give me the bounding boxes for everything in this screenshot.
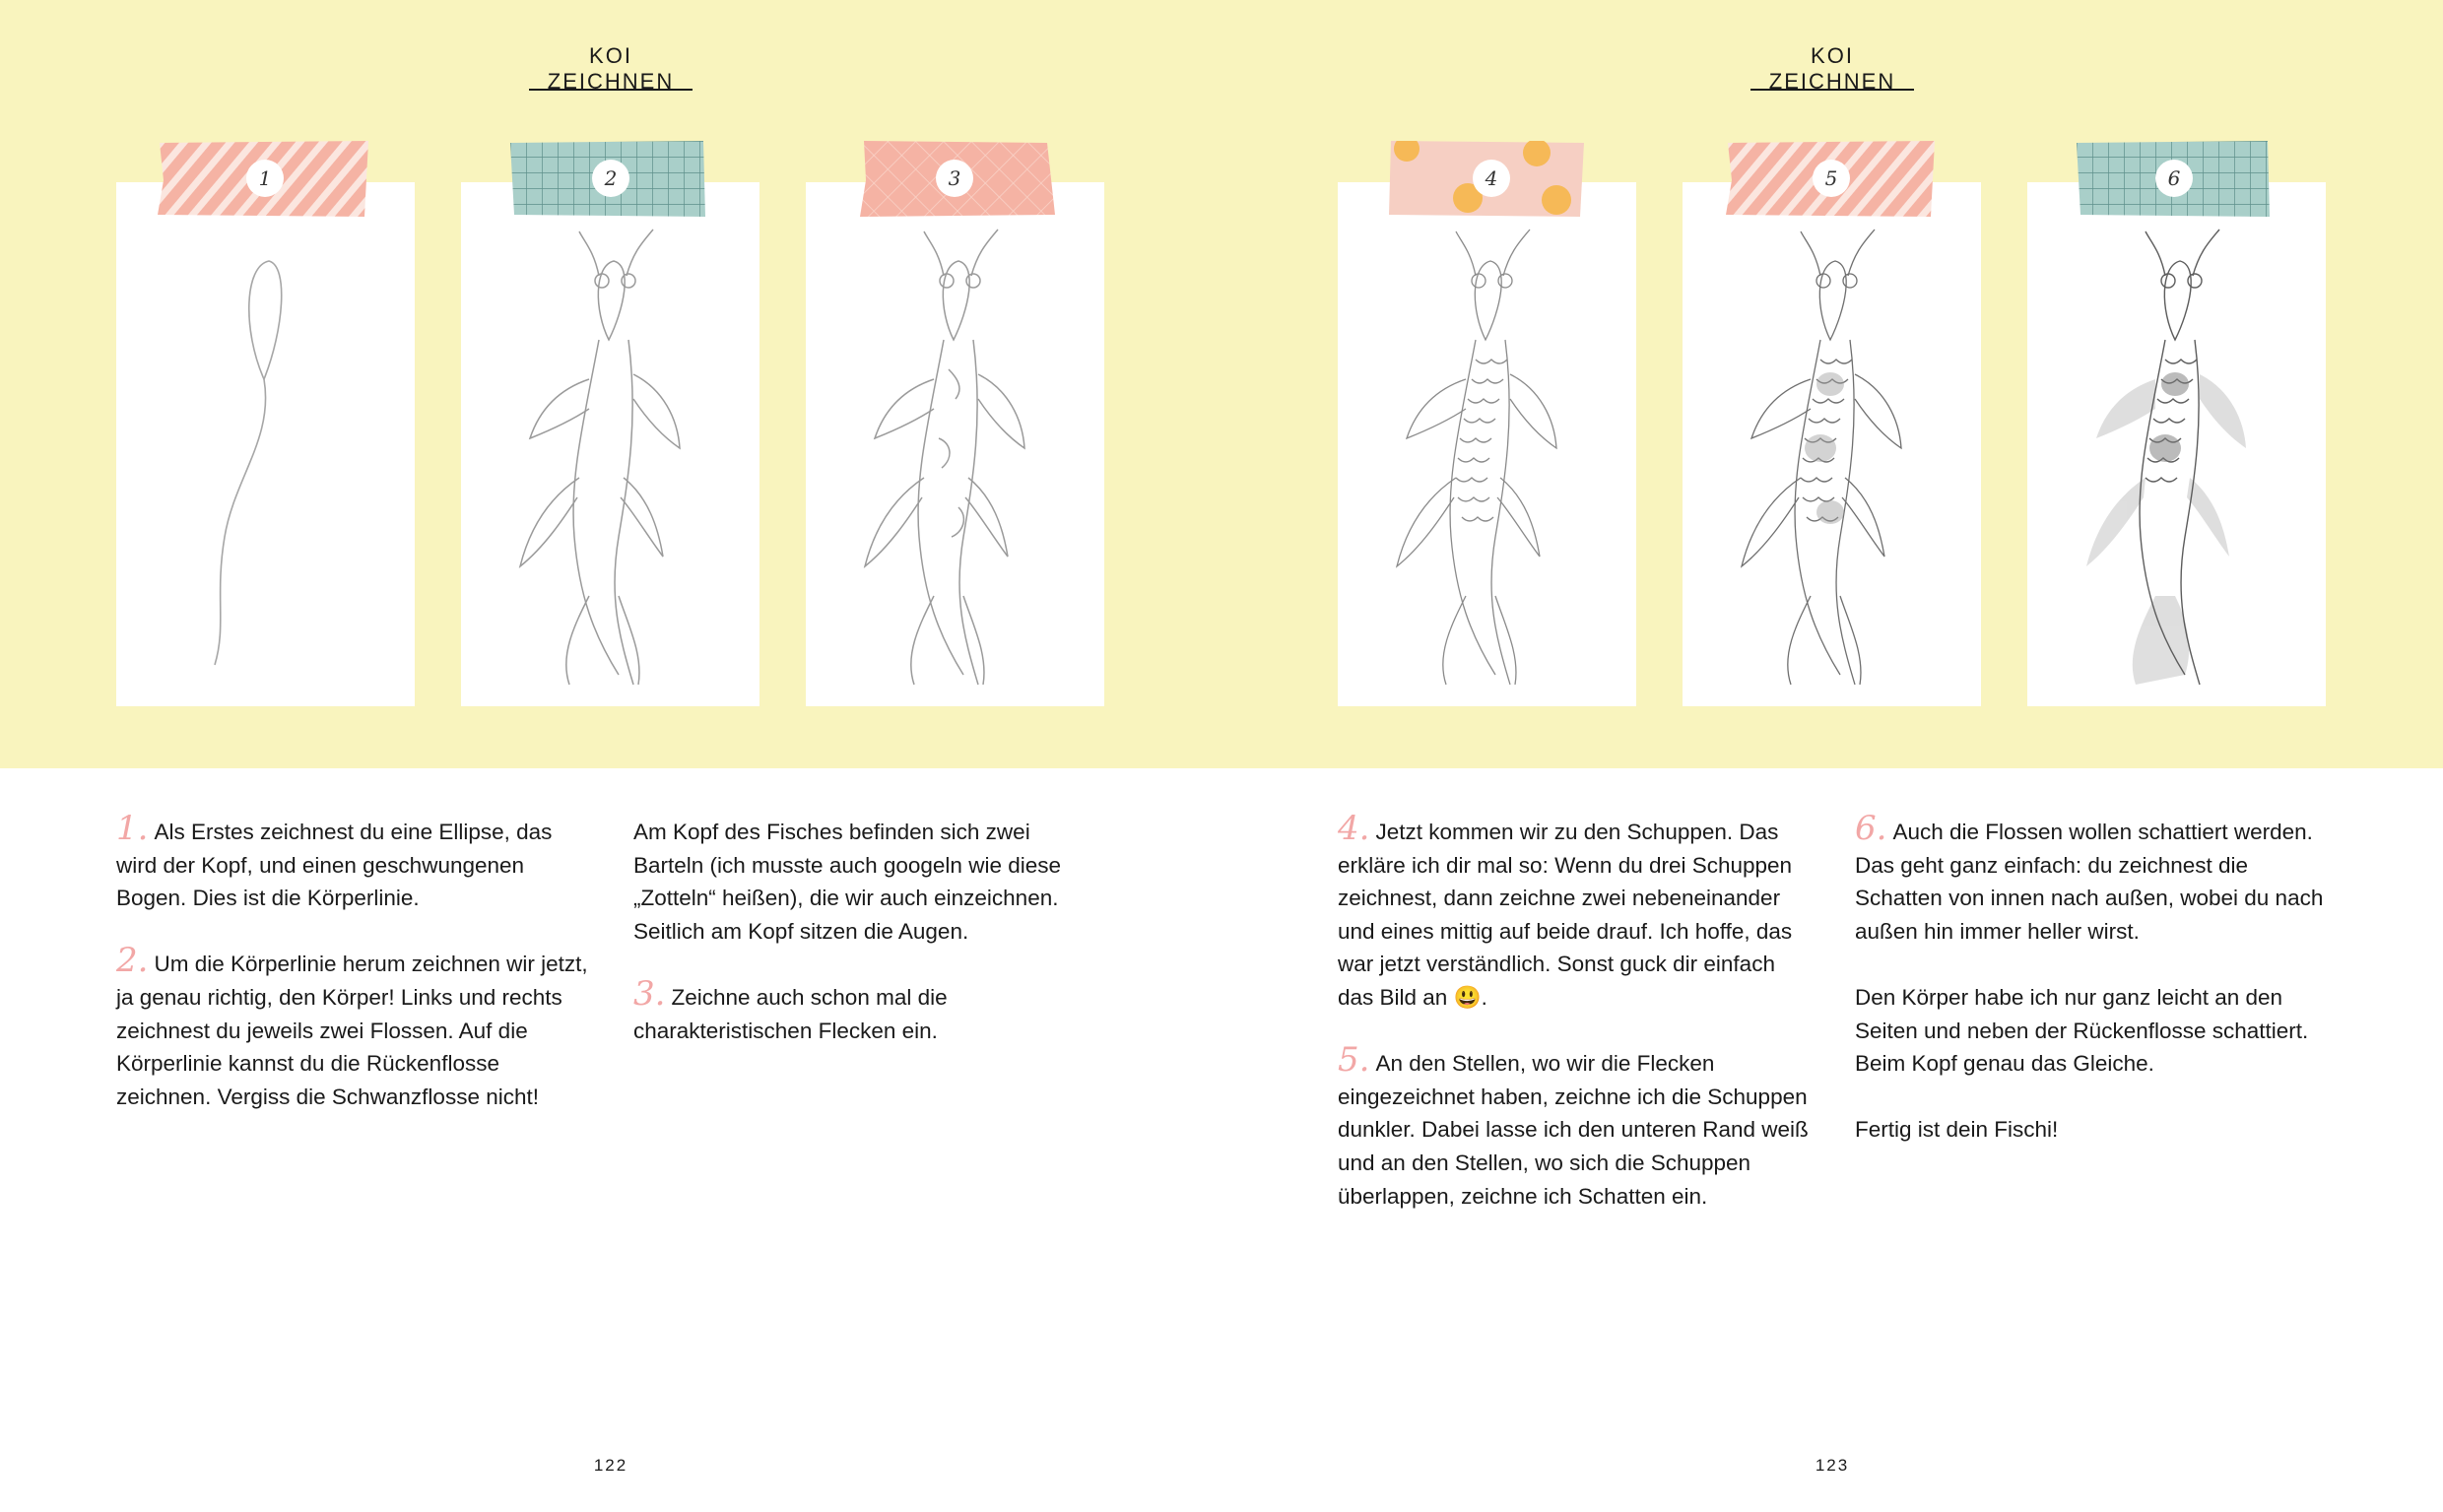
step-3-paragraph [633,973,1106,1047]
step-3-text: Zeichne auch schon mal die charakteristischen Flecken ein. [633,984,948,1043]
step-1-paragraph [116,809,589,915]
step-1-text: Als Erstes zeichnest du eine Ellipse, das wird der Kopf, und einen geschwungenen Bogen. Dies ist die Körperlinie. [116,820,553,911]
koi-sketch-step-5 [1683,182,1981,706]
step-badge-6: 6 [2155,160,2193,197]
step-5-paragraph [1338,1040,1811,1213]
right-text-column-1 [1338,809,1811,1246]
right-page-title: KOI ZEICHNEN [1750,43,1914,91]
step-card-4 [1338,182,1636,706]
step-card-3 [806,182,1104,706]
step-card-5 [1683,182,1981,706]
step-badge-3: 3 [936,160,973,197]
step-5-text: An den Stellen, wo wir die Flecken eingezeichnet haben, zeichne ich die Schuppen dunkler. Dabei lasse ich den unteren Rand weiß und an den Stellen, wo sich die Schuppen überlappen, zeichne ich Schatten ein. [1338,1051,1809,1209]
koi-sketch-step-6 [2027,182,2326,706]
step-2-paragraph [116,941,589,1113]
koi-sketch-step-3 [806,182,1104,706]
step-5-number: 5. [1338,1040,1370,1081]
step-card-1 [116,182,415,706]
left-text-column-2 [633,816,1106,1081]
step-4-paragraph [1338,809,1811,1015]
koi-sketch-step-2 [461,182,759,706]
step-1-number: 1. [116,809,149,848]
left-page-title: KOI ZEICHNEN [529,43,693,91]
step-6-text: Auch die Flossen wollen schattiert werden. Das geht ganz einfach: du zeichnest die Schatten von innen nach außen, wobei du nach außen hin immer heller wirst. [1855,820,2324,944]
step-4-text: Jetzt kommen wir zu den Schuppen. Das erkläre ich dir mal so: Wenn du drei Schuppen zeichnest, dann zeichne zwei nebeneinander und eines mittig auf beide drauf. Ich hoffe, das war jetzt verständlich. Sonst guck dir einfach das Bild an 😃. [1338,820,1793,1010]
barteln-paragraph: Am Kopf des Fisches befinden sich zwei Barteln (ich musste auch googeln wie diese „Zotteln“ heißen), die wir auch einzeichnen. Seitlich am Kopf sitzen die Augen. [633,820,1061,944]
step-6-paragraph [1855,809,2328,948]
right-text-column-2 [1855,809,2328,1180]
step-badge-1: 1 [246,160,284,197]
step-2-number: 2. [116,941,149,981]
step-4-number: 4. [1338,809,1370,848]
step-badge-5: 5 [1813,160,1850,197]
step-3-number: 3. [633,973,666,1014]
step-6-number: 6. [1855,809,1887,848]
step-card-2 [461,182,759,706]
body-shading-paragraph: Den Körper habe ich nur ganz leicht an den Seiten und neben der Rückenflosse schattiert. Beim Kopf genau das Gleiche. [1855,984,2309,1077]
step-2-text: Um die Körperlinie herum zeichnen wir jetzt, ja genau richtig, den Körper! Links und rechts zeichnest du jeweils zwei Flossen. Auf die Körperlinie kannst du die Rückenflosse zeichnen. Vergiss die Schwanzflosse nicht! [116,952,588,1109]
step-badge-4: 4 [1473,160,1510,197]
closing-paragraph: Fertig ist dein Fischi! [1855,1117,2059,1143]
step-card-6 [2027,182,2326,706]
step-badge-2: 2 [592,160,629,197]
left-page-number: 122 [593,1456,628,1475]
right-page-number: 123 [1815,1456,1850,1475]
koi-sketch-step-1 [116,182,415,706]
koi-sketch-step-4 [1338,182,1636,706]
left-text-column-1 [116,809,589,1147]
